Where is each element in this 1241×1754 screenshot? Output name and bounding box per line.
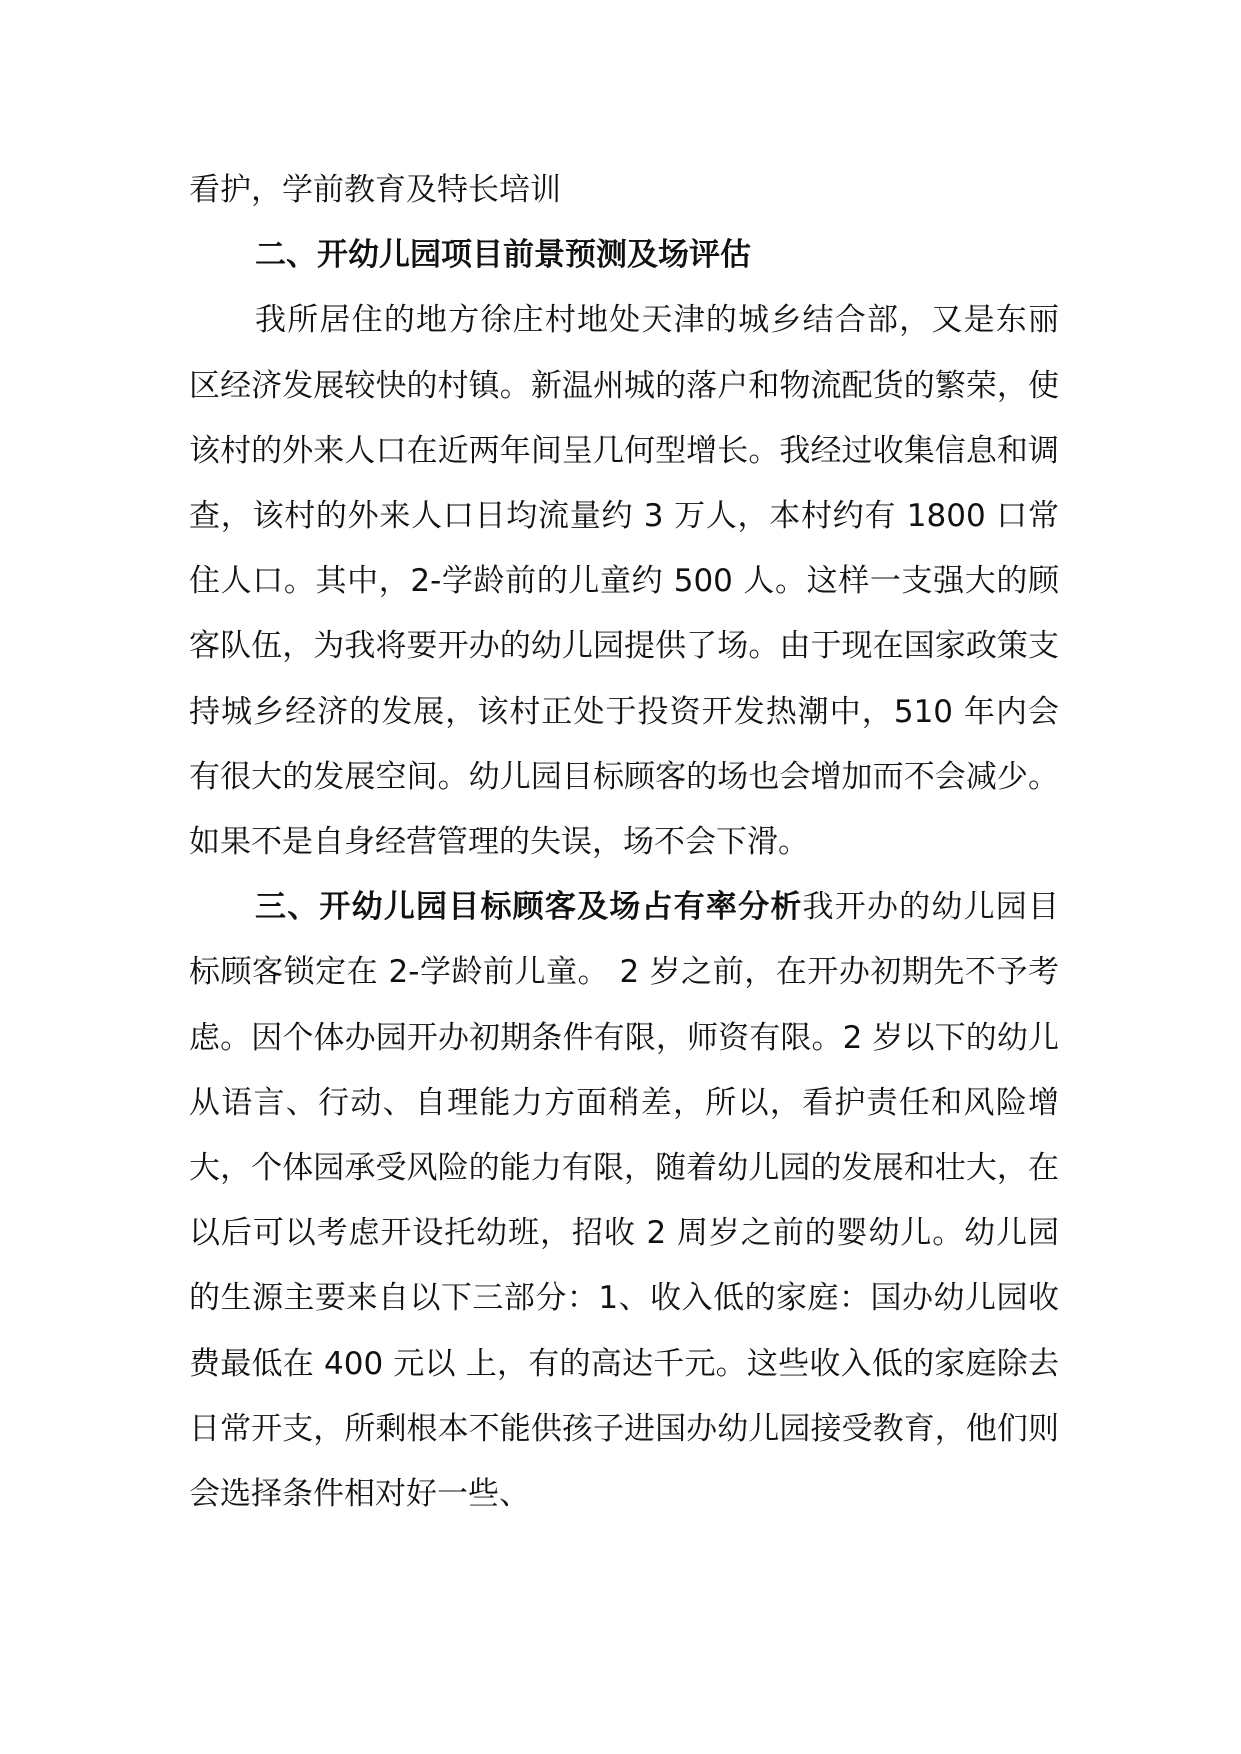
section-2-heading: 二、开幼儿园项目前景预测及场评估 [255, 237, 751, 274]
document-page [189, 158, 1059, 1527]
section-3-body: 我开办的幼儿园目标顾客锁定在 2-学龄前儿童。 2 岁之前，在开办初期先不予考虑。因个体办园开办初期条件有限，师资有限。2 岁以下的幼儿从语言、行动、自理能力方面稍差，所以，看护责任和风险增大，个体园承受风险的能力有限，随着幼儿园的发展和壮大，在以后可以考虑开设托幼班，招收 2 周岁之前的婴幼儿。幼儿园的生源主要来自以下三部分：1、收入低的家庭：国办幼儿园收费最低在 400 元以 上，有的高达千元。这些收入低的家庭除去日常开支，所剩根本不能供孩子进国办幼儿园接受教育，他们则会选择条件相对好一些、 [189, 889, 1060, 1513]
section-2-body: 我所居住的地方徐庄村地处天津的城乡结合部，又是东丽区经济发展较快的村镇。新温州城的落户和物流配货的繁荣，使该村的外来人口在近两年间呈几何型增长。我经过收集信息和调查，该村的外来人口日均流量约 3 万人，本村约有 1800 口常住人口。其中，2-学龄前的儿童约 500 人。这样一支强大的顾客队伍，为我将要开办的幼儿园提供了场。由于现在国家政策支持城乡经济的发展，该村正处于投资开发热潮中，510 年内会有很大的发展空间。幼儿园目标顾客的场也会增加而不会减少。如果不是自身经营管理的失误，场不会下滑。 [189, 302, 1059, 861]
section-3-paragraph [189, 875, 1059, 1527]
intro-line: 看护，学前教育及特长培训 [189, 172, 561, 208]
section-3-heading: 三、开幼儿园目标顾客及场占有率分析 [255, 889, 803, 926]
